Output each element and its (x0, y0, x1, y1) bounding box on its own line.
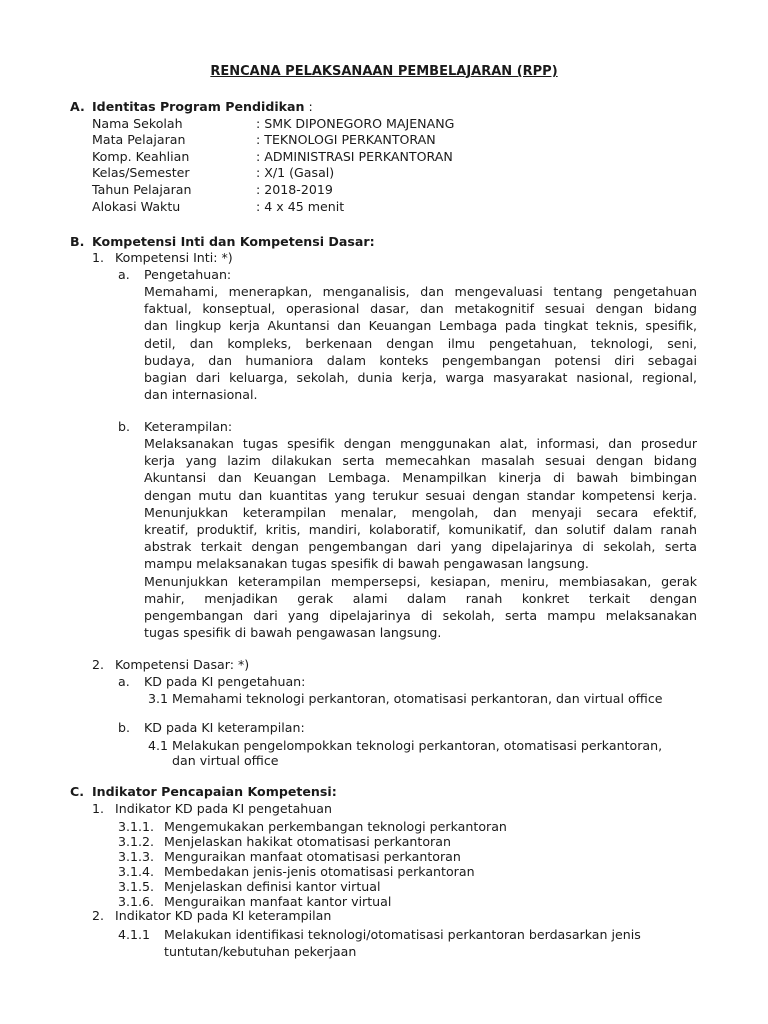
kd-b-item-number: 4.1 (148, 738, 169, 753)
paragraph-line: kerja yang lazim dilakukan serta memecahkan masalah sesuai dengan bidang (144, 453, 697, 469)
indicator1-item-number: 3.1.4. (118, 864, 155, 879)
paragraph-line: tugas spesifik di bawah pengawasan langsung. (144, 625, 442, 641)
section-b-letter: B. (70, 234, 85, 249)
section-c-heading: Indikator Pencapaian Kompetensi: (92, 784, 337, 799)
indicator1-item-number: 3.1.3. (118, 849, 155, 864)
identity-value-year: : 2018-2019 (256, 182, 333, 197)
kd-a-item: 3.1 Memahami teknologi perkantoran, otomatisasi perkantoran, dan virtual office (148, 691, 663, 706)
page-title: RENCANA PELAKSANAAN PEMBELAJARAN (RPP) (210, 64, 558, 79)
paragraph-line: budaya, dan humaniora dalam konteks pengembangan potensi diri sebagai (144, 352, 697, 368)
paragraph-line: pengembangan dari yang dipelajarinya di sekolah, serta mampu melaksanakan (144, 608, 697, 624)
indicator1-item-text: Menjelaskan hakikat otomatisasi perkantoran (164, 834, 451, 849)
indicator1-item-text: Menguraikan manfaat kantor virtual (164, 894, 392, 909)
paragraph-line: dengan mutu dan kuantitas yang terukur sesuai dengan standar kompetensi kerja. (144, 487, 697, 503)
indicator1-item-number: 3.1.5. (118, 879, 155, 894)
section-c-letter: C. (70, 784, 85, 799)
identity-value-school: : SMK DIPONEGORO MAJENANG (256, 116, 455, 131)
identity-value-class: : X/1 (Gasal) (256, 165, 335, 180)
indicator2-item-line2: tuntutan/kebutuhan pekerjaan (164, 944, 357, 959)
section-a-heading (92, 98, 313, 115)
indicator1-item-text: Menjelaskan definisi kantor virtual (164, 879, 381, 894)
identity-label-year: Tahun Pelajaran (92, 182, 192, 197)
section-a-letter: A. (70, 99, 85, 114)
indicator2-item-line1: Melakukan identifikasi teknologi/otomatisasi perkantoran berdasarkan jenis (164, 927, 641, 942)
ki-knowledge-paragraph (144, 283, 697, 403)
ki-b-letter: b. (118, 419, 130, 434)
identity-label-subject: Mata Pelajaran (92, 132, 186, 147)
paragraph-line: dan internasional. (144, 387, 258, 403)
indicator1-item-number: 3.1.1. (118, 819, 155, 834)
kd-b-letter: b. (118, 720, 130, 735)
indicator1-item-text: Mengemukakan perkembangan teknologi perkantoran (164, 819, 507, 834)
identity-label-school: Nama Sekolah (92, 116, 183, 131)
indicator2-label: Indikator KD pada KI keterampilan (115, 908, 332, 923)
paragraph-line: mahir, menjadikan gerak alami dalam ranah konkret terkait dengan (144, 590, 697, 606)
paragraph-line: faktual, konseptual, operasional dasar, dan metakognitif sesuai dengan bidang (144, 301, 697, 317)
paragraph-line: detil, dan kompleks, berkenaan dengan ilmu pengetahuan, teknologi, seni, (144, 335, 697, 351)
section-a-heading-suffix: : (304, 99, 313, 114)
paragraph-line: dan lingkup kerja Akuntansi dan Keuangan Lembaga pada tingkat teknis, spesifik, (144, 318, 697, 334)
indicator2-item-number: 4.1.1 (118, 927, 151, 942)
paragraph-line: Akuntansi dan Keuangan Lembaga. Menampilkan kinerja di bawah bimbingan (144, 470, 697, 486)
indicator1-item-number: 3.1.2. (118, 834, 155, 849)
ki-a-letter: a. (118, 267, 130, 282)
identity-value-time: : 4 x 45 menit (256, 199, 345, 214)
paragraph-line: kreatif, produktif, kritis, mandiri, kolaboratif, komunikatif, dan solutif dalam ranah (144, 522, 697, 538)
kd-b-item-line2: dan virtual office (172, 753, 279, 768)
indicator1-item-number: 3.1.6. (118, 894, 155, 909)
indicator1-item-text: Menguraikan manfaat otomatisasi perkantoran (164, 849, 461, 864)
ki-number: 1. (92, 250, 105, 265)
indicator1-number: 1. (92, 801, 105, 816)
paragraph-line: Menunjukkan keterampilan menalar, mengolah, dan menyaji secara efektif, (144, 504, 697, 520)
paragraph-line: mampu melaksanakan tugas spesifik di bawah pengawasan langsung. (144, 556, 589, 572)
identity-label-expertise: Komp. Keahlian (92, 149, 190, 164)
ki-b-label: Keterampilan: (144, 419, 233, 434)
paragraph-line: Melaksanakan tugas spesifik dengan menggunakan alat, informasi, dan prosedur (144, 436, 697, 451)
kd-b-item-line1: Melakukan pengelompokkan teknologi perkantoran, otomatisasi perkantoran, (172, 738, 663, 753)
section-a-heading-text: Identitas Program Pendidikan (92, 99, 305, 114)
kd-a-letter: a. (118, 674, 130, 689)
paragraph-line: abstrak terkait dengan pengembangan dari yang dipelajarinya di sekolah, serta (144, 539, 697, 555)
kd-label: Kompetensi Dasar: *) (115, 657, 250, 672)
identity-value-subject: : TEKNOLOGI PERKANTORAN (256, 132, 436, 147)
ki-a-label: Pengetahuan: (144, 267, 232, 282)
identity-label-class: Kelas/Semester (92, 165, 190, 180)
section-b-heading: Kompetensi Inti dan Kompetensi Dasar: (92, 234, 375, 249)
indicator2-number: 2. (92, 908, 105, 923)
identity-label-time: Alokasi Waktu (92, 199, 181, 214)
indicator1-item-text: Membedakan jenis-jenis otomatisasi perkantoran (164, 864, 475, 879)
paragraph-line: bagian dari keluarga, sekolah, dunia kerja, warga masyarakat nasional, regional, (144, 370, 697, 386)
ki-label: Kompetensi Inti: *) (115, 250, 233, 265)
kd-b-label: KD pada KI keterampilan: (144, 720, 305, 735)
kd-number: 2. (92, 657, 105, 672)
paragraph-line: Memahami, menerapkan, menganalisis, dan mengevaluasi tentang pengetahuan (144, 284, 697, 299)
indicator1-label: Indikator KD pada KI pengetahuan (115, 801, 332, 816)
identity-value-expertise: : ADMINISTRASI PERKANTORAN (256, 149, 453, 164)
kd-a-label: KD pada KI pengetahuan: (144, 674, 306, 689)
paragraph-line: Menunjukkan keterampilan mempersepsi, kesiapan, meniru, membiasakan, gerak (144, 573, 697, 589)
ki-skill-paragraph (144, 435, 697, 641)
